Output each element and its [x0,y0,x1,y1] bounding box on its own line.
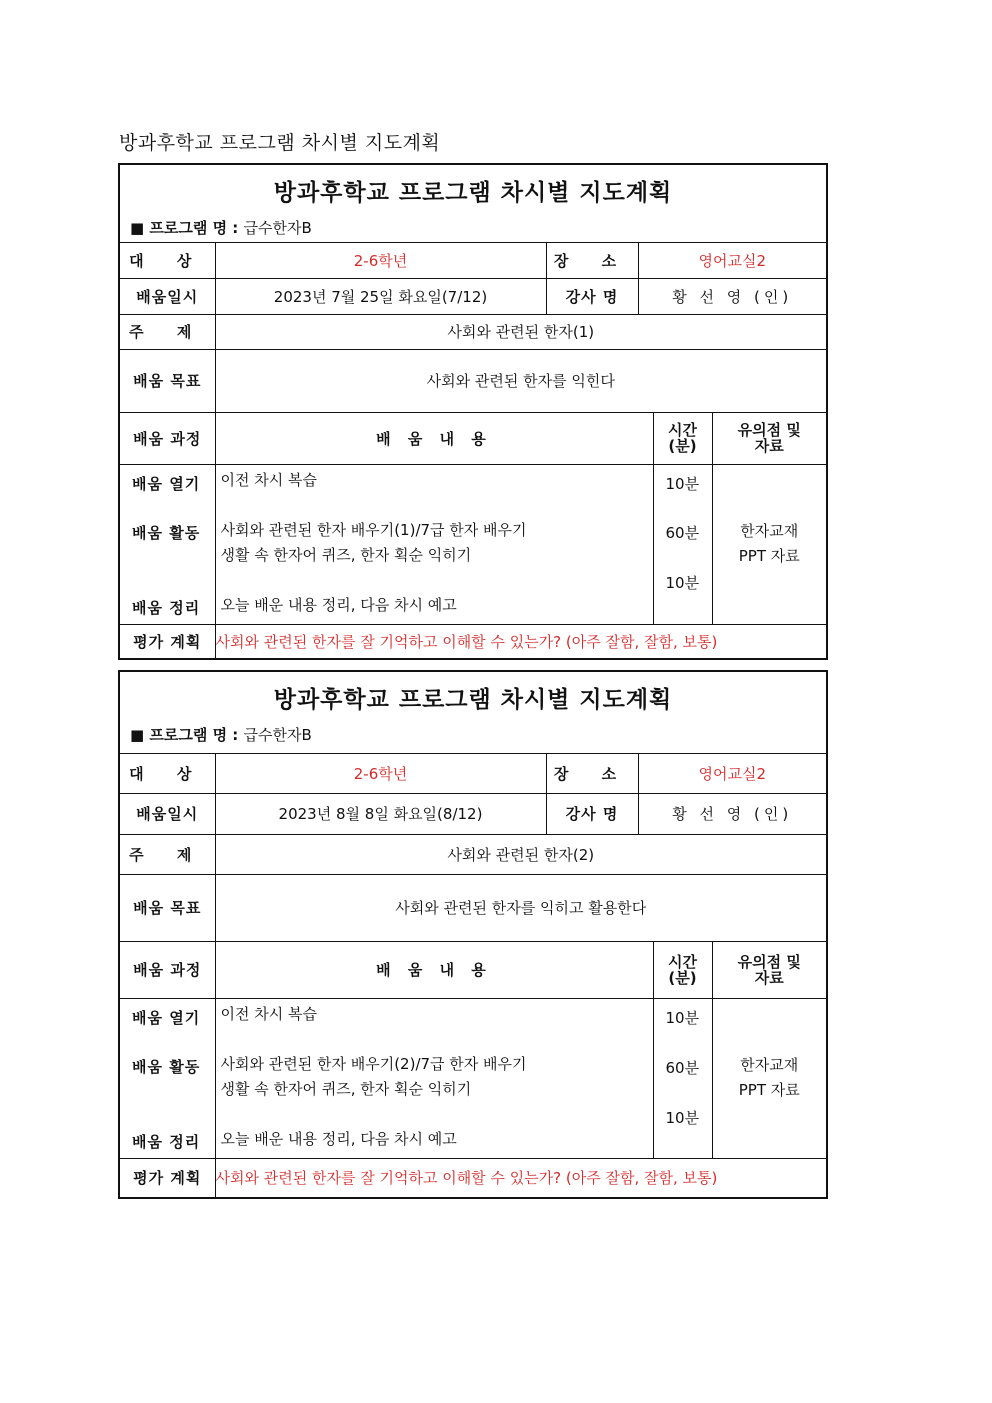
activity-content-line2: 생활 속 한자어 퀴즈, 한자 획순 익히기 [220,1079,472,1098]
notes-header [712,412,827,464]
process-label: 배움 과정 [119,412,215,464]
materials [712,464,827,624]
place-label: 장 소 [546,753,638,793]
time-activity: 60분 [665,1058,700,1077]
process-label: 배움 과정 [119,941,215,998]
content-header: 배 움 내 용 [215,412,653,464]
notes-header-line1: 유의점 및 [737,952,801,971]
lesson-plan-table-1 [118,163,828,660]
wrapup-content: 오늘 배운 내용 정리, 다음 차시 예고 [220,1129,457,1148]
time-header-line2: (분) [668,968,697,987]
wrapup-label: 배움 정리 [132,1132,201,1151]
notes-header-line1: 유의점 및 [737,421,801,439]
activity-content-line2: 생활 속 한자어 퀴즈, 한자 획순 익히기 [220,545,472,564]
evaluation-label: 평가 계획 [119,1158,215,1198]
notes-header-line2: 자료 [754,968,784,987]
activity-label: 배움 활동 [132,1057,201,1076]
target-label: 대 상 [119,753,215,793]
instructor-value: 황 선 영 (인) [638,793,827,834]
goal-label: 배움 목표 [119,874,215,941]
instructor-label: 강사 명 [546,793,638,834]
process-content [215,998,653,1158]
notes-header [712,941,827,998]
date-label: 배움일시 [119,793,215,834]
place-value: 영어교실2 [638,242,827,278]
time-header-line1: 시간 [668,421,697,439]
time-wrapup: 10분 [665,1108,700,1127]
process-content [215,464,653,624]
time-wrapup: 10분 [665,573,700,592]
open-content: 이전 차시 복습 [220,470,317,489]
plan-header [119,671,827,753]
materials-line2: PPT 자료 [738,547,800,565]
goal-label: 배움 목표 [119,349,215,412]
program-label: ■ 프로그램 명 : [130,726,239,744]
time-header [653,412,712,464]
place-value: 영어교실2 [638,753,827,793]
time-header-line2: (분) [668,437,697,455]
wrapup-label: 배움 정리 [132,598,201,617]
time-header-line1: 시간 [668,952,697,971]
program-name-line [130,217,826,238]
evaluation-value: 사회와 관련된 한자를 잘 기억하고 이해할 수 있는가? (아주 잘함, 잘함, 보통) [215,624,827,659]
topic-value: 사회와 관련된 한자(1) [215,314,827,349]
materials-line1: 한자교재 [740,1056,799,1074]
plan-title: 방과후학교 프로그램 차시별 지도계획 [273,179,673,206]
time-header [653,941,712,998]
process-times [653,464,712,624]
time-open: 10분 [665,1008,700,1027]
program-name: 급수한자B [243,219,312,237]
target-value: 2-6학년 [215,242,546,278]
program-name-line [130,724,826,745]
activity-label: 배움 활동 [132,523,201,542]
goal-value: 사회와 관련된 한자를 익히고 활용한다 [215,874,827,941]
process-stage-labels [119,998,215,1158]
target-value: 2-6학년 [215,753,546,793]
document-heading: 방과후학교 프로그램 차시별 지도계획 [119,132,441,154]
process-times [653,998,712,1158]
materials-line1: 한자교재 [740,522,799,540]
goal-value: 사회와 관련된 한자를 익힌다 [215,349,827,412]
wrapup-content: 오늘 배운 내용 정리, 다음 차시 예고 [220,595,457,614]
topic-label: 주 제 [119,834,215,874]
instructor-label: 강사 명 [546,278,638,314]
topic-label: 주 제 [119,314,215,349]
open-content: 이전 차시 복습 [220,1004,317,1023]
date-value: 2023년 7월 25일 화요일(7/12) [215,278,546,314]
activity-content-line1: 사회와 관련된 한자 배우기(1)/7급 한자 배우기 [220,520,527,539]
program-name: 급수한자B [243,726,312,744]
time-open: 10분 [665,474,700,493]
materials [712,998,827,1158]
topic-value: 사회와 관련된 한자(2) [215,834,827,874]
program-label: ■ 프로그램 명 : [130,219,239,237]
instructor-value: 황 선 영 (인) [638,278,827,314]
open-label: 배움 열기 [132,1008,201,1027]
time-activity: 60분 [665,523,700,542]
process-stage-labels [119,464,215,624]
evaluation-label: 평가 계획 [119,624,215,659]
plan-title: 방과후학교 프로그램 차시별 지도계획 [273,686,673,713]
target-label: 대 상 [119,242,215,278]
content-header: 배 움 내 용 [215,941,653,998]
open-label: 배움 열기 [132,474,201,493]
notes-header-line2: 자료 [754,437,784,455]
evaluation-value: 사회와 관련된 한자를 잘 기억하고 이해할 수 있는가? (아주 잘함, 잘함, 보통) [215,1158,827,1198]
date-label: 배움일시 [119,278,215,314]
plan-header [119,164,827,242]
materials-line2: PPT 자료 [738,1081,800,1099]
lesson-plan-table-2 [118,670,828,1199]
activity-content-line1: 사회와 관련된 한자 배우기(2)/7급 한자 배우기 [220,1054,527,1073]
place-label: 장 소 [546,242,638,278]
date-value: 2023년 8월 8일 화요일(8/12) [215,793,546,834]
